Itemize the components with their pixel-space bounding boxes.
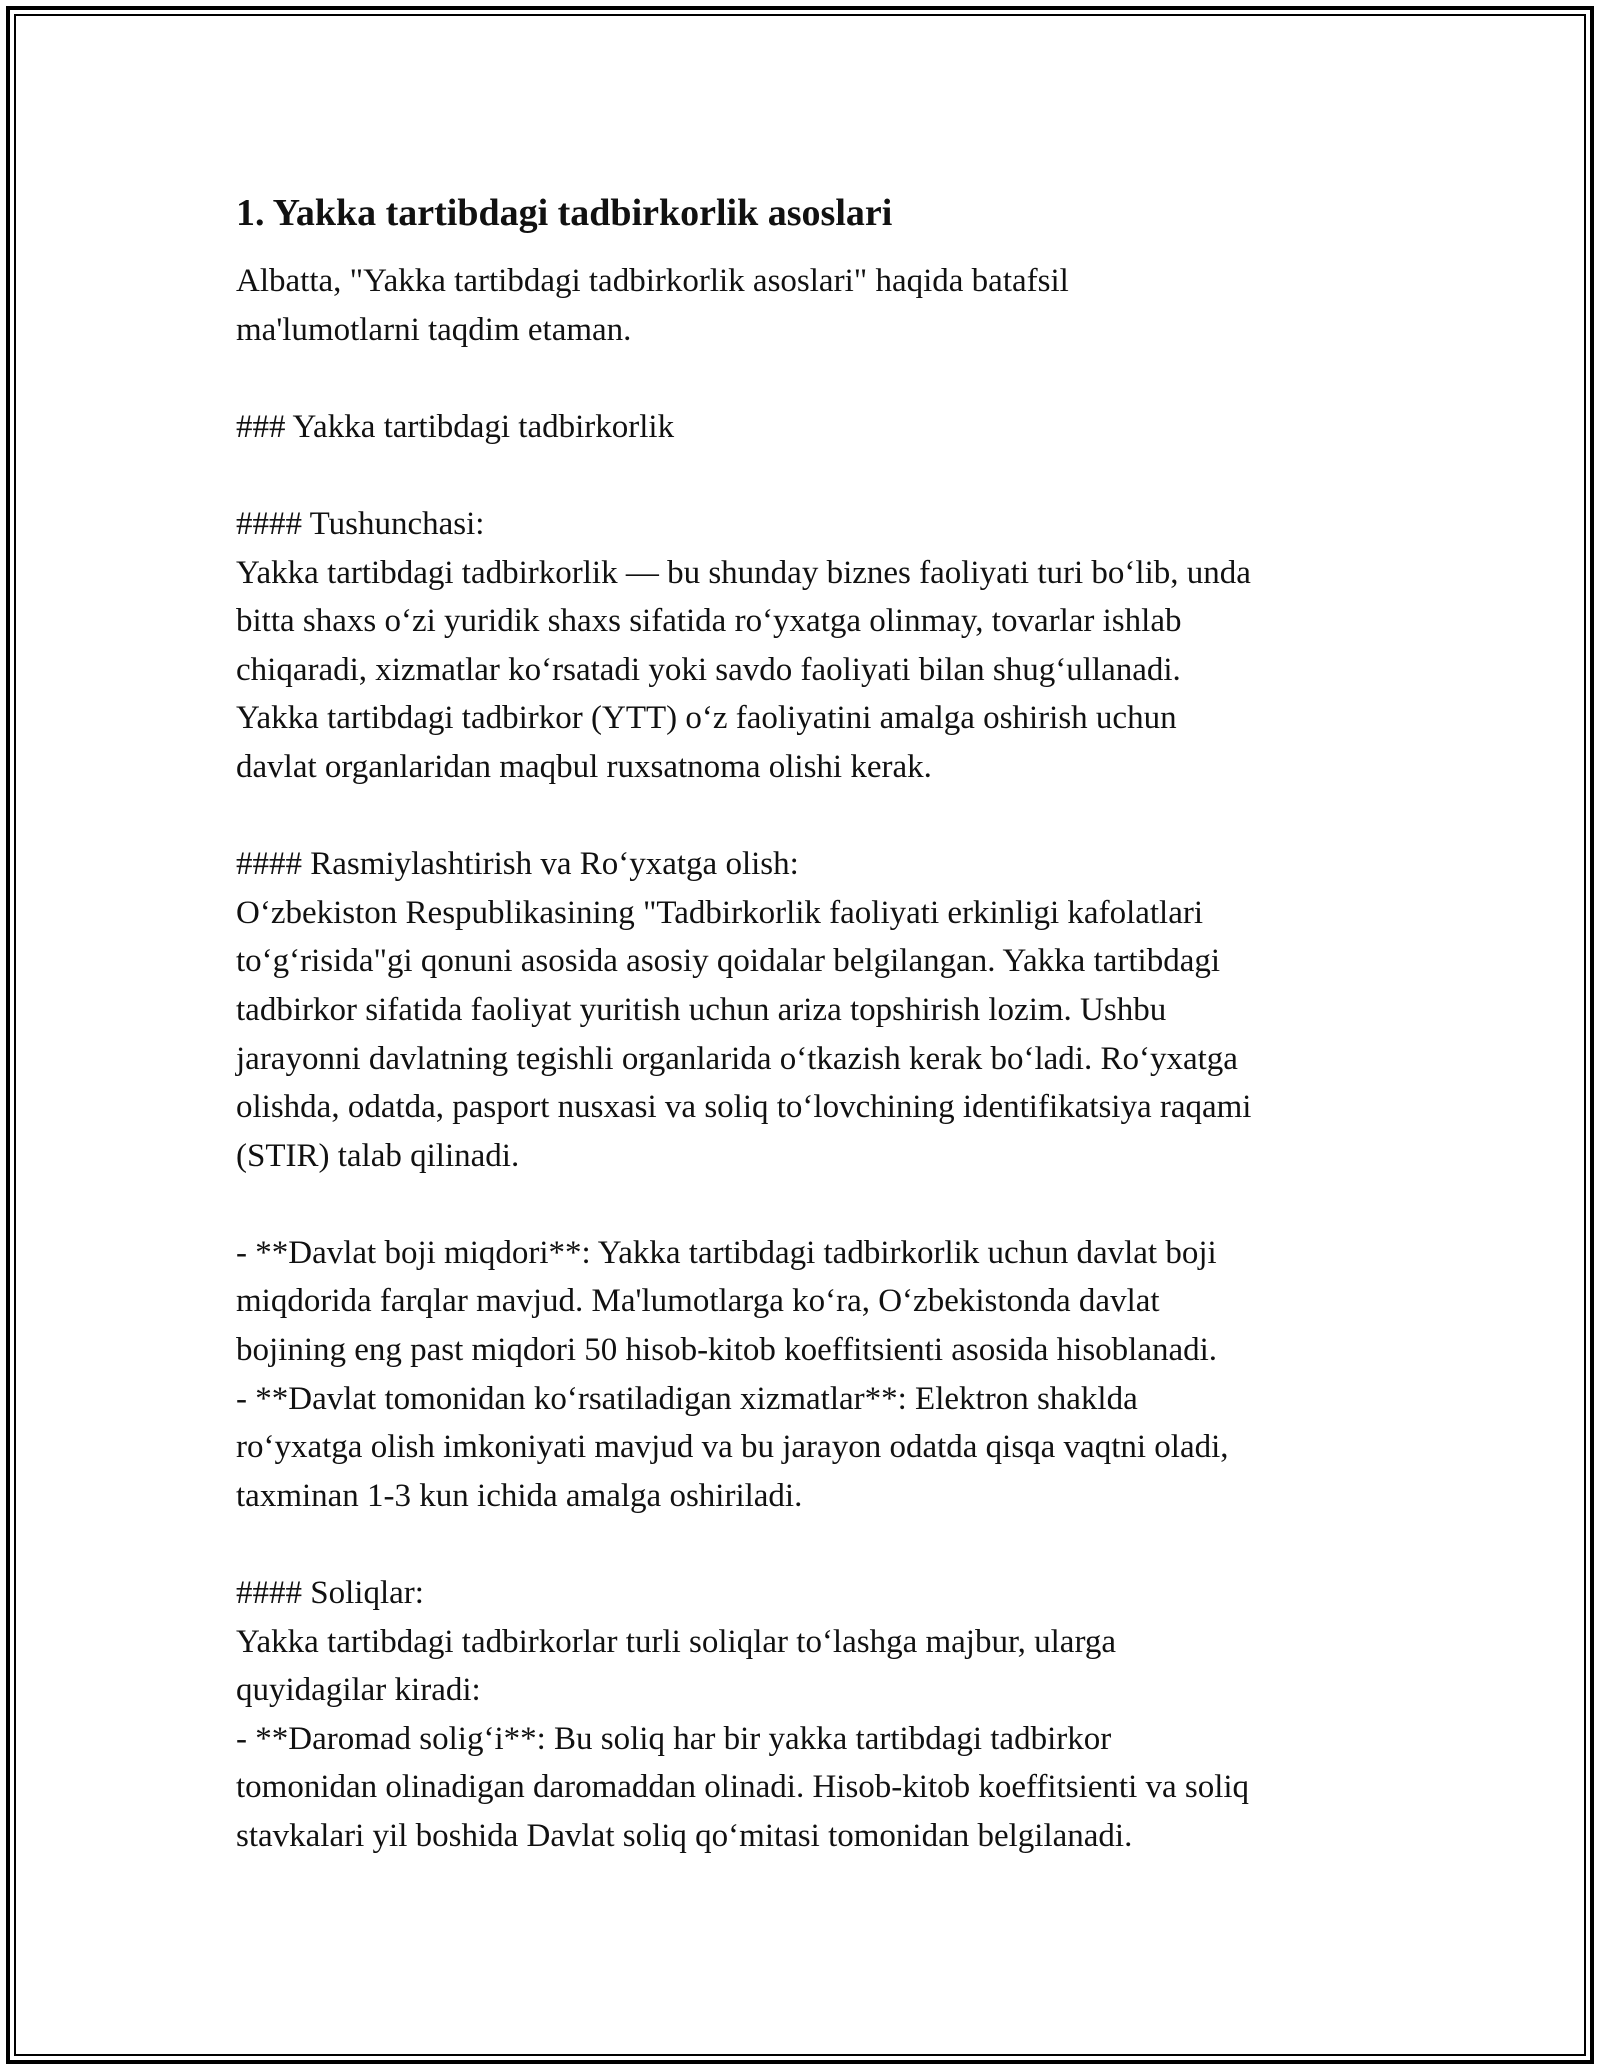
text-line: ma'lumotlarni taqdim etaman.	[236, 311, 632, 348]
blank-line	[236, 1180, 1386, 1229]
text-line: O‘zbekiston Respublikasining "Tadbirkorlik faoliyati erkinligi kafolatlari	[236, 894, 1204, 931]
text-line: olishda, odatda, pasport nusxasi va soliq to‘lovchining identifikatsiya raqami	[236, 1089, 1252, 1126]
text-line: - **Daromad solig‘i**: Bu soliq har bir yakka tartibdagi tadbirkor	[236, 1720, 1112, 1757]
text-line: quyidagilar kiradi:	[236, 1672, 481, 1709]
text-line: Albatta, "Yakka tartibdagi tadbirkorlik asoslari" haqida batafsil	[236, 263, 1069, 299]
text-line: #### Rasmiylashtirish va Ro‘yxatga olish:	[236, 846, 799, 883]
document-title: 1. Yakka tartibdagi tadbirkorlik asoslari	[236, 192, 893, 234]
text-line: ro‘yxatga olish imkoniyati mavjud va bu jarayon odatda qisqa vaqtni oladi,	[236, 1429, 1229, 1466]
text-line: #### Tushunchasi:	[236, 505, 485, 542]
text-line: tadbirkor sifatida faoliyat yuritish uchun ariza topshirish lozim. Ushbu	[236, 991, 1167, 1028]
blank-line	[236, 451, 1386, 500]
blank-line	[236, 1520, 1386, 1569]
text-line: taxminan 1-3 kun ichida amalga oshiriladi.	[236, 1477, 803, 1514]
text-line: jarayonni davlatning tegishli organlarida o‘tkazish kerak bo‘ladi. Ro‘yxatga	[236, 1040, 1238, 1077]
text-line: - **Davlat boji miqdori**: Yakka tartibdagi tadbirkorlik uchun davlat boji	[236, 1234, 1217, 1271]
text-line: Yakka tartibdagi tadbirkor (YTT) o‘z faoliyatini amalga oshirish uchun	[236, 700, 1177, 737]
blank-line	[236, 354, 1386, 403]
text-line: to‘g‘risida"gi qonuni asosida asosiy qoidalar belgilangan. Yakka tartibdagi	[236, 943, 1221, 980]
text-line: (STIR) talab qilinadi.	[236, 1137, 520, 1174]
text-line: bitta shaxs o‘zi yuridik shaxs sifatida ro‘yxatga olinmay, tovarlar ishlab	[236, 603, 1182, 640]
document-body	[236, 257, 1386, 1861]
text-line: tomonidan olinadigan daromaddan olinadi. Hisob-kitob koeffitsienti va soliq	[236, 1769, 1250, 1806]
document-page	[236, 183, 1386, 1861]
text-line: chiqaradi, xizmatlar ko‘rsatadi yoki savdo faoliyati bilan shug‘ullanadi.	[236, 651, 1181, 688]
text-line: Yakka tartibdagi tadbirkorlar turli soliqlar to‘lashga majbur, ularga	[236, 1623, 1116, 1660]
text-line: ### Yakka tartibdagi tadbirkorlik	[236, 408, 675, 445]
text-line: davlat organlaridan maqbul ruxsatnoma olishi kerak.	[236, 748, 932, 785]
text-line: bojining eng past miqdori 50 hisob-kitob koeffitsienti asosida hisoblanadi.	[236, 1332, 1218, 1369]
text-line: - **Davlat tomonidan ko‘rsatiladigan xizmatlar**: Elektron shaklda	[236, 1380, 1138, 1417]
text-line: #### Soliqlar:	[236, 1575, 424, 1612]
text-line: Yakka tartibdagi tadbirkorlik — bu shunday biznes faoliyati turi bo‘lib, unda	[236, 554, 1251, 591]
text-line: miqdorida farqlar mavjud. Ma'lumotlarga ko‘ra, O‘zbekistonda davlat	[236, 1283, 1160, 1320]
blank-line	[236, 792, 1386, 841]
text-line: stavkalari yil boshida Davlat soliq qo‘mitasi tomonidan belgilanadi.	[236, 1818, 1133, 1854]
